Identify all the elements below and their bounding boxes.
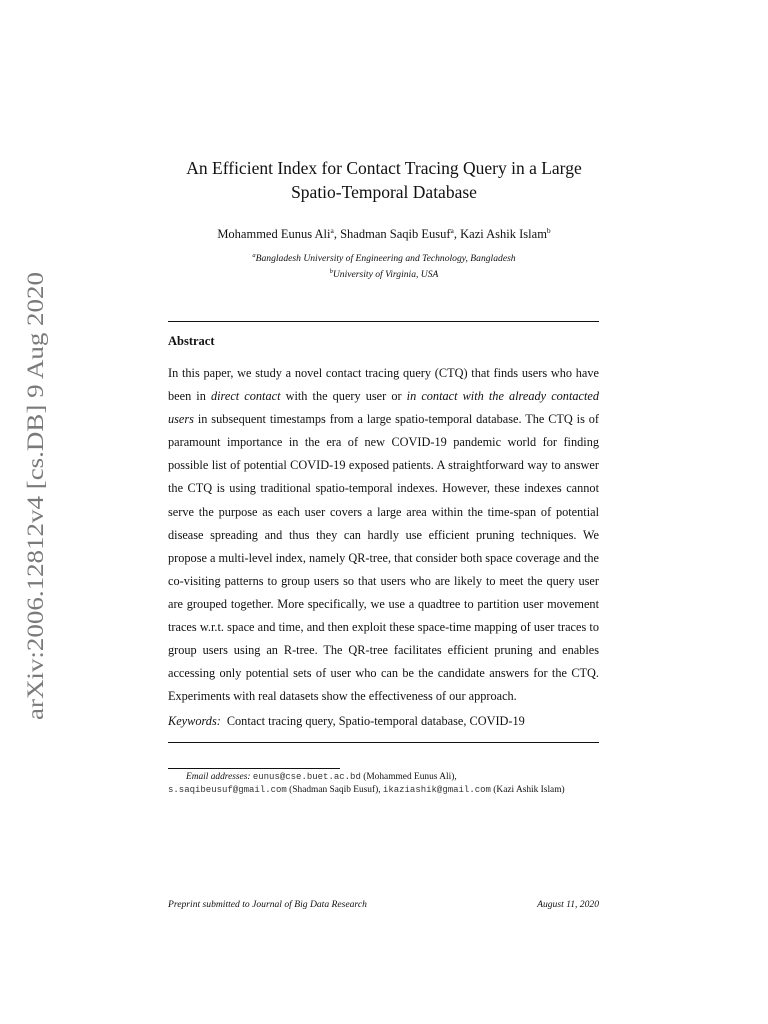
affiliations	[120, 250, 648, 281]
affiliation-mark: b	[329, 267, 333, 275]
publication-date: August 11, 2020	[537, 899, 599, 910]
abstract-body	[168, 362, 599, 708]
abstract-emphasis: direct contact	[210, 389, 281, 404]
author-affil-mark: a	[330, 226, 334, 235]
abstract-text: with the query user or	[280, 389, 407, 404]
abstract-emphasis: in contact with the already contacted users	[168, 389, 599, 427]
email-link[interactable]: s.saqibeusuf@gmail.com	[168, 785, 287, 795]
author-name: Kazi Ashik Islam	[460, 227, 547, 241]
affiliation-line	[120, 250, 648, 266]
affiliation-mark: a	[252, 252, 256, 259]
keywords-text: Contact tracing query, Spatio-temporal database, COVID-19	[226, 714, 525, 728]
title-line-2: Spatio-Temporal Database	[291, 182, 477, 202]
arxiv-stamp	[5, 270, 53, 720]
arxiv-identifier: arXiv:2006.12812v4 [cs.DB] 9 Aug 2020	[23, 329, 49, 720]
abstract-text: In this paper, we study a novel contact tracing query (CTQ) that finds users who have been in	[168, 366, 599, 404]
affiliation-text: University of Virginia, USA	[332, 268, 439, 280]
email-link[interactable]: eunus@cse.buet.ac.bd	[252, 772, 361, 782]
email-owner: (Shadman Saqib Eusuf),	[286, 785, 383, 795]
footnote-label: Email addresses:	[186, 772, 251, 782]
affiliation-text: Bangladesh University of Engineering and Technology, Bangladesh	[255, 253, 516, 264]
author-name: Mohammed Eunus Ali	[217, 227, 331, 241]
email-link[interactable]: ikaziashik@gmail.com	[382, 785, 491, 795]
abstract-heading: Abstract	[168, 334, 215, 348]
email-owner: (Kazi Ashik Islam)	[490, 785, 565, 795]
abstract-bottom-rule	[168, 742, 599, 743]
author-affil-mark: b	[546, 226, 551, 235]
preprint-note: Preprint submitted to Journal of Big Data Research	[168, 899, 367, 910]
author-name: Shadman Saqib Eusuf	[340, 227, 451, 241]
author-list: Mohammed Eunus Ali$^a$, Shadman Saqib Eusuf$^a$, Kazi Ashik Islam$^b$	[217, 226, 551, 241]
email-owner: (Mohammed Eunus Ali),	[360, 772, 457, 782]
abstract-text: in subsequent timestamps from a large spatio-temporal database. The CTQ is of paramount importance in the era of new COVID-19 pandemic world for finding possible list of potential COVID-19 exposed patients. A straightforward way to answer the CTQ is using traditional spatio-temporal indexes. However, these indexes cannot serve the purpose as each user covers a large area within the time-span of potential disease spreading and thus they can hardly use efficient pruning techniques. We propose a multi-level index, namely QR-tree, that consider both space coverage and the co-visiting patterns to group users so that users who are likely to meet the query user are grouped together. More specifically, we use a quadtree to partition user movement traces w.r.t. space and time, and then exploit these space-time mapping of user traces to group users using an R-tree. The QR-tree facilitates efficient pruning and enables accessing only potential sets of user who can be the candidate answers for the CTQ. Experiments with real datasets show the effectiveness of our approach.	[168, 412, 599, 704]
footnote-rule	[168, 768, 340, 769]
title-line-1: An Efficient Index for Contact Tracing Query in a Large	[186, 158, 582, 178]
keywords-label: Keywords:	[168, 714, 221, 728]
author-affil-mark: a	[450, 226, 454, 235]
abstract-top-rule	[168, 321, 599, 322]
keywords	[168, 712, 599, 730]
footnote-emails	[168, 771, 599, 797]
affiliation-line	[120, 266, 648, 282]
paper-title	[140, 156, 628, 204]
